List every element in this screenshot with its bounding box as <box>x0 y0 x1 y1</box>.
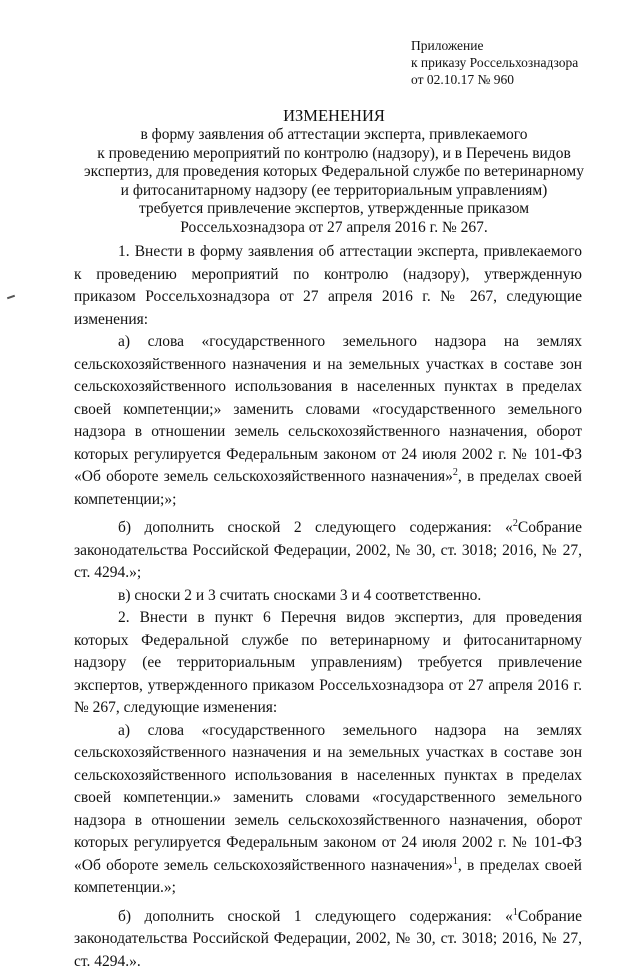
document-body <box>74 241 582 973</box>
title-line: требуется привлечение экспертов, утвержденные приказом <box>60 200 608 219</box>
section1-item-c: в) сноски 2 и 3 считать сносками 3 и 4 соответственно. <box>74 585 582 608</box>
document-title <box>60 106 608 237</box>
page-title: ИЗМЕНЕНИЯ <box>60 106 608 126</box>
footnote-ref: 2 <box>513 518 518 529</box>
title-line: в форму заявления об аттестации эксперта, привлекаемого <box>60 126 608 145</box>
scan-mark <box>7 295 15 300</box>
appendix-header <box>411 37 626 88</box>
title-line: к проведению мероприятий по контролю (надзору), и в Перечень видов <box>60 145 608 164</box>
order-reference: к приказу Россельхознадзора <box>411 54 626 71</box>
section2-intro: 2. Внести в пункт 6 Перечня видов экспертиз, для проведения которых Федеральной службе по ветеринарному и фитосанитарному надзору (ее территориальным управлениям) требуется привлечение экспертов, утвержденного приказом Россельхознадзора от 27 апреля 2016 г. № 267, следующие изменения: <box>74 607 582 720</box>
footnote-ref: 2 <box>453 467 458 478</box>
section1-intro: 1. Внести в форму заявления об аттестации эксперта, привлекаемого к проведению мероприятий по контролю (надзору), утвержденную приказом Россельхознадзора от 27 апреля 2016 г. № 267, следующие изменения: <box>74 241 582 331</box>
title-line: экспертиз, для проведения которых Федеральной службе по ветеринарному <box>60 163 608 182</box>
title-line: и фитосанитарному надзору (ее территориальным управлениям) <box>60 182 608 201</box>
order-date-number: от 02.10.17 № 960 <box>411 71 626 88</box>
section1-item-b: б) дополнить сноской 2 следующего содержания: «$^2$Собрание законодательства Российской Федерации, 2002, № 30, ст. 3018; 2016, № 27, ст. 4294.»; <box>74 517 582 585</box>
section2-item-a: а) слова «государственного земельного надзора на землях сельскохозяйственного назначения и на земельных участках в составе зон сельскохозяйственного использования в населенных пунктах в пределах своей компетенции.» заменить словами «государственного земельного надзора в отношении земель сельскохозяйственного назначения, оборот которых регулируется Федеральным законом от 24 июля 2002 г. № 101-ФЗ «Об обороте земель сельскохозяйственного назначения»$^1$, в пределах своей компетенции.»; <box>74 720 582 900</box>
section1-item-a: а) слова «государственного земельного надзора на землях сельскохозяйственного назначения и на земельных участках в составе зон сельскохозяйственного использования в населенных пунктах в пределах своей компетенции;» заменить словами «государственного земельного надзора в отношении земель сельскохозяйственного назначения, оборот которых регулируется Федеральным законом от 24 июля 2002 г. № 101-ФЗ «Об обороте земель сельскохозяйственного назначения»$^2$, в пределах своей компетенции;»; <box>74 331 582 511</box>
section2-item-b: б) дополнить сноской 1 следующего содержания: «$^1$Собрание законодательства Российской Федерации, 2002, № 30, ст. 3018; 2016, № 27, ст. 4294.». <box>74 906 582 973</box>
title-line: Россельхознадзора от 27 апреля 2016 г. № 267. <box>60 219 608 238</box>
appendix-label: Приложение <box>411 37 626 54</box>
footnote-ref: 1 <box>513 907 518 918</box>
footnote-ref: 1 <box>453 856 458 867</box>
